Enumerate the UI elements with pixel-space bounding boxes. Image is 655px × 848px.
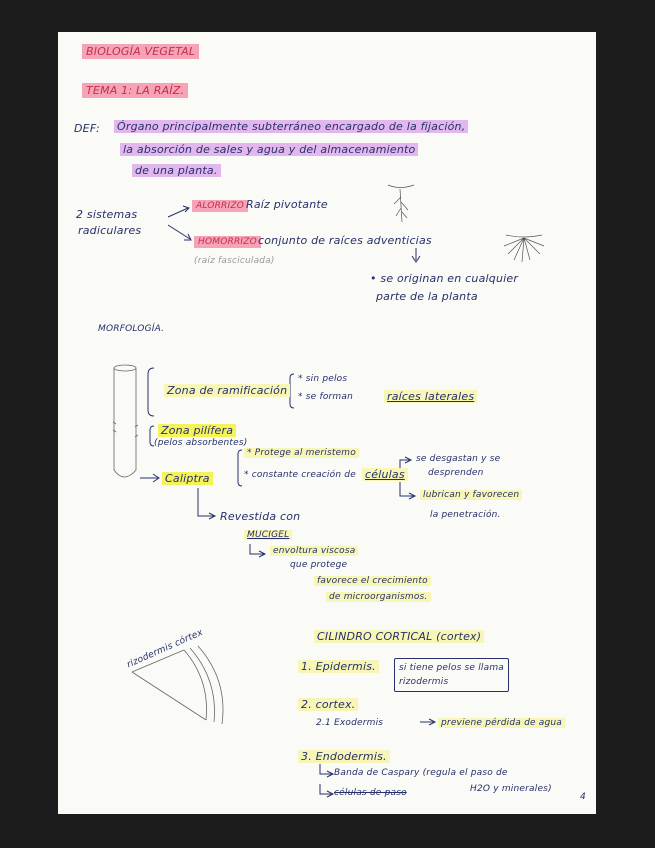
item-endodermis: 3. Endodermis. xyxy=(298,750,390,763)
fibrous-root-sketch-icon xyxy=(504,235,544,262)
definition-line-1: Órgano principalmente subterráneo encargado de la fijación, xyxy=(114,120,468,133)
homorrizo-term: HOMORRIZO xyxy=(194,236,261,248)
theme-heading: TEMA 1: LA RAÍZ. xyxy=(82,83,188,98)
endodermis-sub-2: H2O y minerales) xyxy=(470,784,552,794)
cells-effect-2b: la penetración. xyxy=(430,510,501,520)
cortex-diagram-label: rizodermis córtex xyxy=(125,627,205,671)
morphology-heading: MORFOLOGÍA. xyxy=(98,324,165,334)
pilifera-note: (pelos absorbentes) xyxy=(154,438,248,448)
caliptra: Caliptra xyxy=(162,472,213,485)
revestida: Revestida con xyxy=(220,510,301,523)
alorrizo-description: Raíz pivotante xyxy=(246,198,328,211)
zone-pilifera: Zona pilífera xyxy=(158,424,236,437)
definition-line-2: la absorción de sales y agua y del almacenamiento xyxy=(120,143,418,156)
endodermis-sub-3: células de paso xyxy=(334,788,407,798)
caliptra-item-1: * Protege al meristemo xyxy=(244,448,359,458)
epidermis-box-line-1: si tiene pelos se llama xyxy=(399,663,505,673)
epidermis-box xyxy=(394,658,509,692)
definition-line-3: de una planta. xyxy=(132,164,221,177)
epidermis-box-line-2: rizodermis xyxy=(399,677,449,687)
root-tip-sketch-icon xyxy=(113,365,138,477)
page-number: 4 xyxy=(580,792,586,802)
notebook-page xyxy=(58,32,596,814)
exodermis: 2.1 Exodermis xyxy=(316,718,384,728)
cells-effect-1b: desprenden xyxy=(428,468,484,478)
mucigel-desc-1: envoltura viscosa xyxy=(270,546,358,556)
ramificacion-item-1: * sin pelos xyxy=(298,374,348,384)
celulas: células xyxy=(362,468,408,481)
systems-label-1: 2 sistemas xyxy=(76,208,138,221)
origin-line-1: • se originan en cualquier xyxy=(370,272,519,285)
item-epidermis: 1. Epidermis. xyxy=(298,660,379,673)
ramificacion-item-2: * se forman xyxy=(298,392,354,402)
definition-label: DEF: xyxy=(74,122,100,135)
page-title: BIOLOGÍA VEGETAL xyxy=(82,44,199,59)
mucigel-desc-3: favorece el crecimiento xyxy=(314,576,431,586)
systems-label-2: radiculares xyxy=(78,224,142,237)
endodermis-sub-1: Banda de Caspary (regula el paso de xyxy=(334,768,508,778)
item-cortex: 2. cortex. xyxy=(298,698,358,711)
origin-line-2: parte de la planta xyxy=(376,290,478,303)
cells-effect-1a: se desgastan y se xyxy=(416,454,501,464)
homorrizo-note: (raíz fasciculada) xyxy=(194,256,275,266)
mucigel-desc-2: que protege xyxy=(290,560,348,570)
mucigel-desc-4: de microorganismos. xyxy=(326,592,431,602)
taproot-sketch-icon xyxy=(388,185,414,222)
cells-effect-2a: lubrican y favorecen xyxy=(420,490,522,500)
cortical-heading: CILINDRO CORTICAL (cortex) xyxy=(314,630,484,643)
caliptra-item-2: * constante creación de xyxy=(244,470,356,480)
raices-laterales: raíces laterales xyxy=(384,390,477,403)
mucigel: MUCIGEL xyxy=(244,530,292,540)
exodermis-desc: previene pérdida de agua xyxy=(438,718,565,728)
homorrizo-description: conjunto de raíces adventicias xyxy=(258,234,432,247)
alorrizo-term: ALORRIZO xyxy=(192,200,248,212)
zone-ramificacion: Zona de ramificación xyxy=(164,384,290,397)
